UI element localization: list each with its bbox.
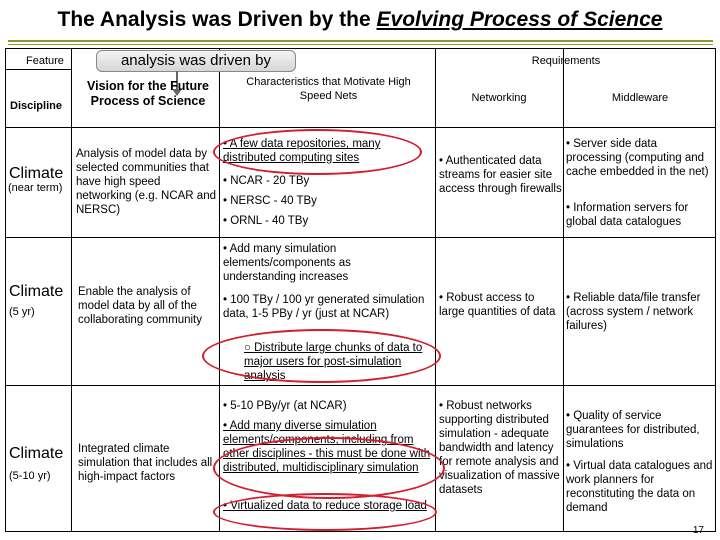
highlight-oval-distributed-simulation [213, 437, 445, 499]
col-divider-4 [563, 49, 564, 531]
row3-char-3: • Virtualized data to reduce storage load [223, 500, 427, 512]
row1-discipline-sub: (near term) [8, 182, 63, 194]
row1-discipline: Climate [9, 165, 64, 182]
vision-header: Vision for the Future Process of Science [87, 79, 209, 108]
requirements-header: Requirements [531, 55, 601, 67]
row3-vision: Integrated climate simulation that includes all high-impact factors [78, 443, 213, 483]
row2-discipline: Climate [9, 283, 64, 300]
networking-header: Networking [471, 92, 527, 104]
row3-discipline: Climate [9, 445, 64, 462]
characteristics-header: Characteristics that Motivate High Speed Nets [246, 76, 411, 102]
row1-networking: • Authenticated data streams for easier site access through firewalls [439, 155, 562, 195]
slide-title: The Analysis was Driven by the Evolving Process of Science [57, 8, 663, 31]
title-rule-thin [8, 44, 713, 45]
requirements-table [5, 48, 716, 532]
row2-middleware: • Reliable data/file transfer (across system / network failures) [566, 292, 701, 332]
row2-discipline-sub: (5 yr) [9, 306, 35, 318]
discipline-label: Discipline [10, 100, 62, 112]
row3-middleware-2: • Virtual data catalogues and work planners for reconstituting the data on demand [566, 460, 713, 514]
row2-char-3: ○ Distribute large chunks of data to major users for post-simulation analysis [244, 342, 423, 382]
row3-char-1: • 5-10 PBy/yr (at NCAR) [223, 400, 347, 412]
row3-discipline-sub: (5-10 yr) [9, 470, 51, 482]
driven-by-label: analysis was driven by [96, 50, 296, 72]
feature-label: Feature [26, 55, 64, 67]
row3-middleware-1: • Quality of service guarantees for distributed, simulations [566, 410, 700, 450]
title-rule [8, 40, 713, 42]
header-divider [6, 127, 715, 128]
row1-middleware-2: • Information servers for global data catalogues [566, 202, 689, 228]
row1-vision: Analysis of model data by selected communities that have high speed networking (e.g. NCAR and NERSC) [76, 148, 216, 216]
highlight-oval-distributed-sites [213, 129, 422, 175]
highlight-oval-distribute-data [202, 329, 441, 383]
row1-middleware-1: • Server side data processing (computing and cache embedded in the net) [566, 138, 709, 178]
row3-networking: • Robust networks supporting distributed simulation - adequate bandwidth and latency for remote analysis and visualization of massive datasets [439, 400, 560, 496]
page-number: 17 [692, 525, 704, 536]
row1-char-2: • NCAR - 20 TBy [223, 175, 310, 187]
row-divider-1 [6, 237, 715, 238]
row1-char-3: • NERSC - 40 TBy [223, 195, 317, 207]
row2-vision: Enable the analysis of model data by all of the collaborating community [78, 286, 203, 326]
row2-char-1: • Add many simulation elements/components as understanding increases [223, 243, 351, 283]
feature-divider [6, 69, 71, 70]
row3-char-2: • Add many diverse simulation elements/components, including from other disciplines - this must be done with distributed, multidisciplinary simulation [223, 420, 431, 474]
middleware-header: Middleware [611, 92, 669, 104]
row2-char-2: • 100 TBy / 100 yr generated simulation data, 1-5 PBy / yr (just at NCAR) [223, 294, 425, 320]
highlight-oval-virtualized-data [213, 493, 437, 531]
row2-networking: • Robust access to large quantities of data [439, 292, 556, 318]
row1-char-1: • A few data repositories, many distributed computing sites [223, 138, 381, 164]
row1-char-4: • ORNL - 40 TBy [223, 215, 309, 227]
row-divider-2 [6, 385, 715, 386]
col-divider-1 [71, 49, 72, 531]
